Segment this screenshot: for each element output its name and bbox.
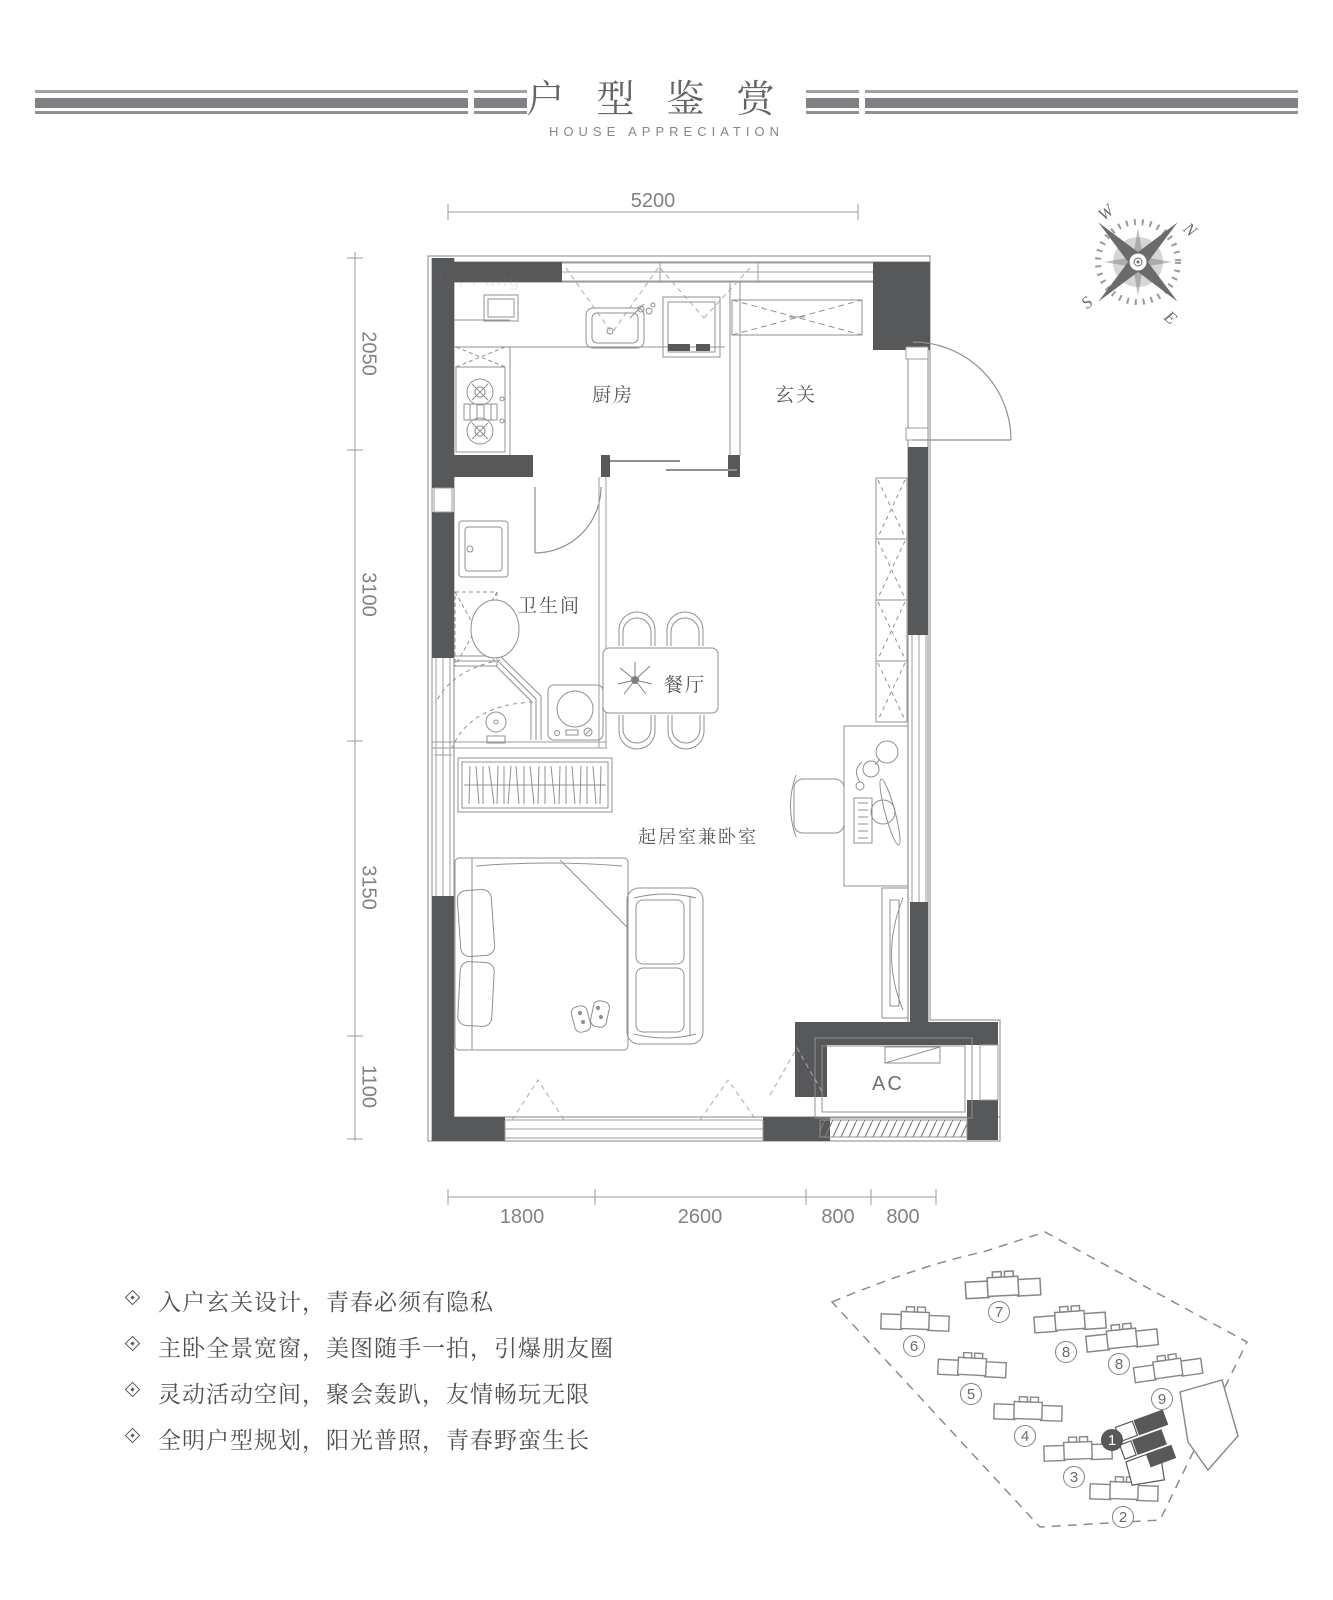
site-building-number-8a: 8: [1055, 1341, 1077, 1363]
room-label-entry: 玄关: [775, 385, 818, 406]
site-building-number-6: 6: [903, 1335, 925, 1357]
washing-machine: [548, 685, 603, 740]
site-building-number-1-highlighted: 1: [1101, 1429, 1123, 1451]
compass-icon: [1059, 183, 1217, 341]
feature-item-3: 灵动活动空间，聚会轰趴，友情畅玩无限: [158, 1381, 590, 1407]
page-title: 户型鉴赏: [526, 79, 807, 121]
feature-item-2: 主卧全景宽窗，美图随手一拍，引爆朋友圈: [158, 1335, 614, 1361]
page-subtitle: HOUSE APPRECIATION: [549, 124, 784, 139]
bed: [455, 858, 628, 1050]
dim-top-5200: 5200: [630, 190, 676, 212]
dim-left-2050: 2050: [357, 331, 380, 376]
dim-left-3100: 3100: [357, 572, 380, 617]
site-building-number-2: 2: [1112, 1506, 1134, 1528]
tv-panel: [882, 888, 908, 1018]
desk: [844, 726, 908, 886]
sofa: [627, 888, 703, 1044]
room-label-kitchen: 厨房: [592, 385, 635, 406]
room-label-ac: AC: [872, 1073, 904, 1095]
desk-chair: [791, 775, 845, 837]
dim-bottom-2600: 2600: [677, 1206, 723, 1228]
shower: [436, 656, 541, 748]
bathroom-sink: [459, 521, 508, 577]
dim-left-3150: 3150: [357, 865, 380, 910]
dim-bottom-800a: 800: [821, 1206, 855, 1228]
site-building-number-7: 7: [988, 1301, 1010, 1323]
toilet: [455, 592, 519, 666]
room-label-dining: 餐厅: [664, 675, 707, 696]
fridge: [663, 297, 720, 357]
room-label-bathroom: 卫生间: [518, 596, 582, 617]
balcony-sill-hatch: [820, 1120, 967, 1137]
bookshelf: [458, 758, 612, 812]
site-building-number-3: 3: [1063, 1466, 1085, 1488]
dim-bottom-800b: 800: [886, 1206, 920, 1228]
room-label-living: 起居室兼卧室: [638, 827, 758, 847]
compass-label-n: N: [1179, 218, 1201, 241]
window-casement-dashes: [566, 268, 750, 333]
site-building-number-9: 9: [1151, 1388, 1173, 1410]
compass-label-w: W: [1094, 200, 1118, 225]
kitchen-counter: [454, 295, 725, 455]
site-building-number-5: 5: [960, 1383, 982, 1405]
site-building-number-4: 4: [1014, 1425, 1036, 1447]
dim-left-1100: 1100: [357, 1064, 380, 1108]
opening-dashes: [512, 1048, 824, 1120]
site-plan: [832, 1232, 1247, 1527]
watermark: 天下Fang: [432, 270, 522, 290]
entry-closet: [730, 282, 862, 455]
feature-item-1: 入户玄关设计，青春必须有隐私: [158, 1289, 494, 1315]
kitchen-sink: [586, 303, 655, 348]
kitchen-sliding-door: [610, 461, 737, 470]
dim-bottom-1800: 1800: [499, 1206, 545, 1228]
compass-label-e: E: [1160, 307, 1181, 329]
stove: [456, 347, 505, 452]
game-controllers-icon: [570, 1000, 611, 1034]
hall-wardrobe: [876, 478, 907, 722]
site-building-number-8b: 8: [1108, 1353, 1130, 1375]
bathroom-door: [535, 487, 601, 553]
compass-label-s: S: [1077, 292, 1097, 313]
feature-item-4: 全明户型规划，阳光普照，青春野蛮生长: [158, 1427, 590, 1453]
